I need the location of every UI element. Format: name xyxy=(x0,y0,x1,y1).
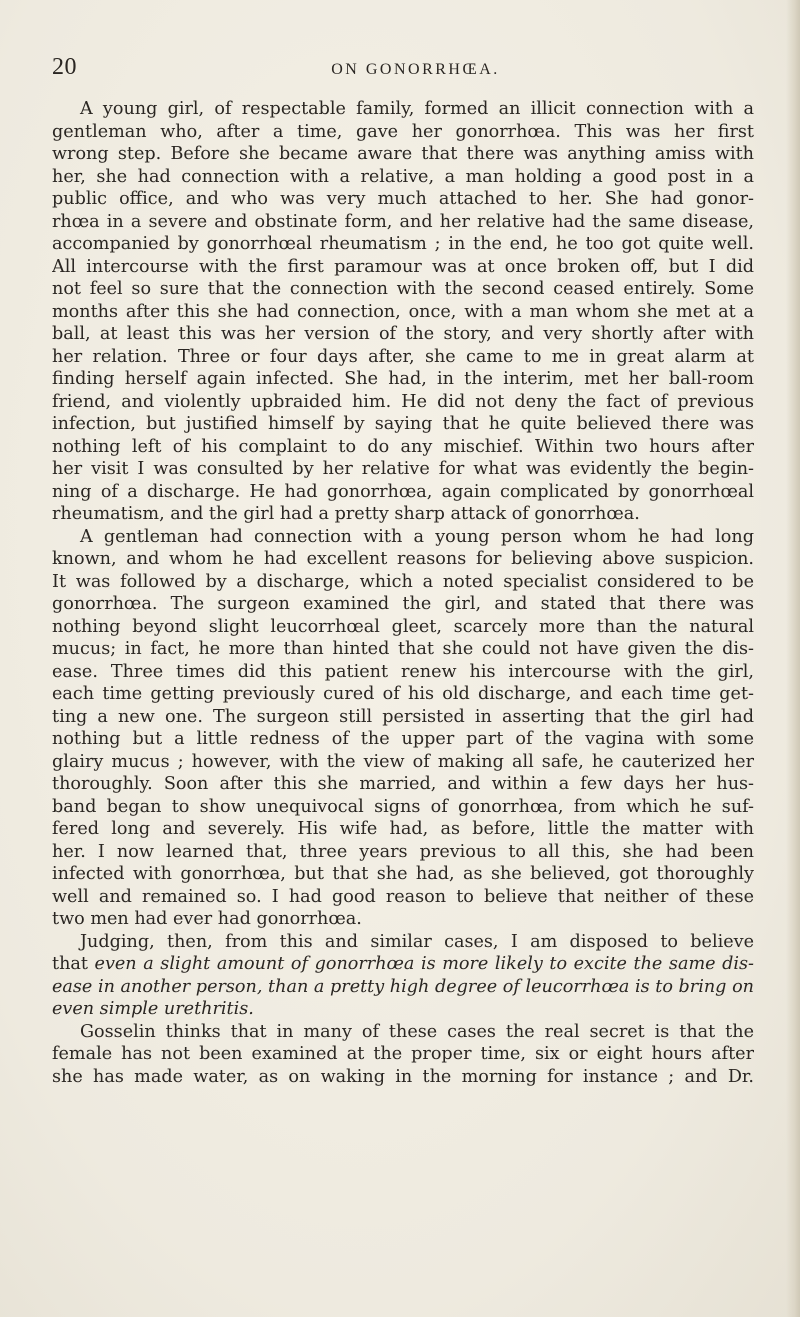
text-line xyxy=(52,1043,754,1066)
text-line xyxy=(52,863,754,886)
text-line xyxy=(52,638,754,661)
line-text: gentleman who, after a time, gave her gonorrhœa. This was her first xyxy=(52,121,754,142)
line-text: infected with gonorrhœa, but that she had, as she believed, got thoroughly xyxy=(52,864,754,884)
text-line xyxy=(52,571,754,594)
line-text: ning of a discharge. He had gonorrhœa, again complicated by gonorrhœal xyxy=(52,481,754,502)
text-line xyxy=(52,256,754,279)
text-line xyxy=(52,728,754,751)
line-text: infection, but justified himself by saying that he quite believed there was xyxy=(52,414,754,434)
text-line xyxy=(52,391,754,414)
line-text: public office, and who was very much attached to her. She had gonor- xyxy=(52,189,754,209)
text-line xyxy=(52,773,754,796)
text-line xyxy=(52,413,754,436)
line-text: A young girl, of respectable family, formed an illicit connection with a xyxy=(80,99,754,119)
text-line xyxy=(52,121,754,144)
line-text: ting a new one. The surgeon still persisted in asserting that the girl had xyxy=(52,706,754,727)
line-text: rhœa in a severe and obstinate form, and her relative had the same disease, xyxy=(52,211,754,232)
line-text: thoroughly. Soon after this she married, and within a few days her hus- xyxy=(52,774,754,794)
line-text: band began to show unequivocal signs of gonorrhœa, from which he suf- xyxy=(52,796,754,817)
line-text: glairy mucus ; however, with the view of making all safe, he cauterized her xyxy=(52,751,754,772)
text-line xyxy=(52,278,754,301)
line-text: fered long and severely. His wife had, as before, little the matter with xyxy=(52,819,754,839)
line-text: nothing left of his complaint to do any mischief. Within two hours after xyxy=(52,436,754,457)
line-text: nothing but a little redness of the upper part of the vagina with some xyxy=(52,729,754,749)
line-text: accompanied by gonorrhœal rheumatism ; in the end, he too got quite well. xyxy=(52,234,754,254)
line-text: ease. Three times did this patient renew his intercourse with the girl, xyxy=(52,661,754,682)
line-text: ball, at least this was her version of the story, and very shortly after with xyxy=(52,324,754,344)
line-italic-text: even a slight amount of gonorrhœa is more likely to excite the same dis- xyxy=(94,954,754,974)
text-line xyxy=(52,886,754,909)
line-text: friend, and violently upbraided him. He did not deny the fact of previous xyxy=(52,391,754,412)
line-text: nothing beyond slight leucorrhœal gleet, scarcely more than the natural xyxy=(52,616,754,637)
text-line xyxy=(52,706,754,729)
text-line xyxy=(52,616,754,639)
text-line xyxy=(52,1066,754,1089)
text-line xyxy=(52,211,754,234)
text-line xyxy=(52,526,754,549)
text-line xyxy=(52,976,754,999)
line-text: Judging, then, from this and similar cases, I am disposed to believe xyxy=(80,931,754,952)
text-line xyxy=(52,751,754,774)
text-line xyxy=(52,548,754,571)
line-text: she has made water, as on waking in the morning for instance ; and Dr. xyxy=(52,1066,754,1087)
text-line xyxy=(52,143,754,166)
line-text: not feel so sure that the connection with the second ceased entirely. Some xyxy=(52,279,754,299)
text-line xyxy=(52,503,754,526)
text-line xyxy=(52,796,754,819)
line-text: each time getting previously cured of his old discharge, and each time get- xyxy=(52,684,754,704)
line-text: known, and whom he had excellent reasons for believing above suspicion. xyxy=(52,549,754,569)
page-edge-shadow xyxy=(786,0,800,1317)
line-text: gonorrhœa. The surgeon examined the girl, and stated that there was xyxy=(52,594,754,614)
line-italic-text: even simple urethritis. xyxy=(52,999,254,1019)
text-line xyxy=(52,98,754,121)
text-line xyxy=(52,188,754,211)
body-text xyxy=(52,98,754,1088)
running-title: ON GONORRHŒA. xyxy=(331,61,500,78)
text-line xyxy=(52,931,754,954)
text-line xyxy=(52,818,754,841)
line-text: Gosselin thinks that in many of these cases the real secret is that the xyxy=(80,1021,754,1042)
text-line xyxy=(52,953,754,976)
text-line xyxy=(52,683,754,706)
line-text: her, she had connection with a relative, a man holding a good post in a xyxy=(52,166,754,187)
line-text: female has not been examined at the proper time, six or eight hours after xyxy=(52,1044,754,1064)
text-line xyxy=(52,908,754,931)
line-text: rheumatism, and the girl had a pretty sharp attack of gonorrhœa. xyxy=(52,504,640,524)
line-text: her relation. Three or four days after, she came to me in great alarm at xyxy=(52,346,754,367)
line-text: wrong step. Before she became aware that there was anything amiss with xyxy=(52,144,754,164)
text-line xyxy=(52,841,754,864)
line-text: that xyxy=(52,954,95,974)
line-text: All intercourse with the first paramour was at once broken off, but I did xyxy=(52,256,754,277)
text-line xyxy=(52,301,754,324)
line-text: two men had ever had gonorrhœa. xyxy=(52,909,362,929)
text-line xyxy=(52,346,754,369)
line-text: her visit I was consulted by her relative for what was evidently the begin- xyxy=(52,459,754,479)
line-text: her. I now learned that, three years previous to all this, she had been xyxy=(52,841,754,862)
line-text: mucus; in fact, he more than hinted that she could not have given the dis- xyxy=(52,639,754,659)
text-line xyxy=(52,323,754,346)
text-line xyxy=(52,233,754,256)
line-text: It was followed by a discharge, which a noted specialist considered to be xyxy=(52,571,754,592)
text-line xyxy=(52,661,754,684)
line-text: well and remained so. I had good reason to believe that neither of these xyxy=(52,886,754,907)
text-line xyxy=(52,458,754,481)
text-line xyxy=(52,481,754,504)
text-line xyxy=(52,368,754,391)
line-text: months after this she had connection, once, with a man whom she met at a xyxy=(52,301,754,322)
page-number: 20 xyxy=(52,54,77,80)
line-italic-text: ease in another person, than a pretty high degree of leucorrhœa is to bring on xyxy=(52,976,754,997)
text-line xyxy=(52,436,754,459)
text-line xyxy=(52,593,754,616)
line-text: A gentleman had connection with a young person whom he had long xyxy=(80,526,754,547)
text-line xyxy=(52,1021,754,1044)
text-line xyxy=(52,166,754,189)
page-header xyxy=(52,52,754,82)
line-text: finding herself again infected. She had, in the interim, met her ball-room xyxy=(52,369,754,389)
text-line xyxy=(52,998,754,1021)
